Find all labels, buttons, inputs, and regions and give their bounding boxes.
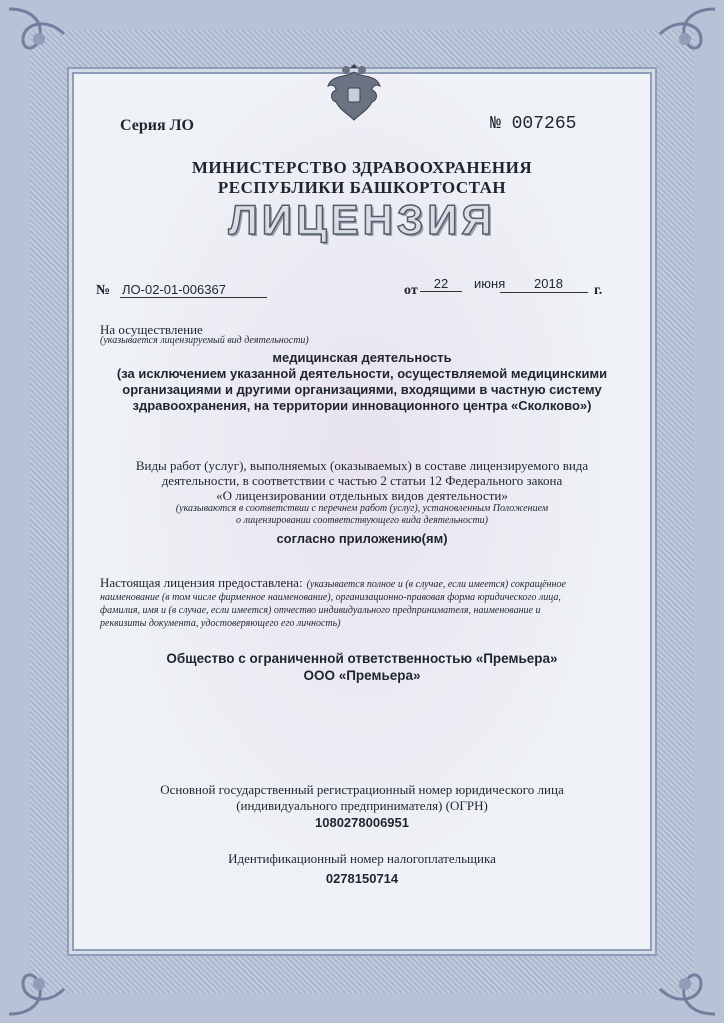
document-title: ЛИЦЕНЗИЯ	[228, 196, 496, 243]
license-day: 22	[420, 276, 462, 292]
form-number-value: 007265	[511, 114, 577, 134]
granted-hint-1: (указывается полное и (в случае, если имеется) сокращённое	[306, 579, 566, 590]
activity-line-3: организациями и другими организациями, входящими в частную систему	[122, 382, 602, 397]
license-year: 2018	[534, 276, 563, 291]
form-number-prefix: №	[490, 114, 501, 134]
inn-label: Идентификационный номер налогоплательщика	[228, 851, 496, 866]
corner-ornament-icon	[650, 949, 720, 1019]
ogrn-label	[0, 782, 724, 814]
ministry-line-2: РЕСПУБЛИКИ БАШКОРТОСТАН	[217, 178, 507, 197]
activity-line-2: (за исключением указанной деятельности, осуществляемой медицинскими	[116, 366, 608, 381]
activity-hint: (указывается лицензируемый вид деятельности)	[100, 335, 309, 346]
works-value: согласно приложению(ям)	[276, 531, 448, 546]
works-hint-1: (указываются в соответствии с перечнем работ (услуг), установленным Положением	[175, 503, 549, 514]
works-line-1: Виды работ (услуг), выполняемых (оказываемых) в составе лицензируемого вида	[135, 458, 589, 473]
ministry-line-1: МИНИСТЕРСТВО ЗДРАВООХРАНЕНИЯ	[191, 158, 533, 177]
activity-description	[0, 350, 724, 414]
works-line-3: «О лицензировании отдельных видов деятельности»	[216, 488, 508, 503]
series-label: Серия ЛО	[120, 117, 194, 134]
licensee-name	[0, 650, 724, 684]
granted-hint-2: наименование (в том числе фирменное наименование), организационно-правовая форма юридического лица,	[100, 592, 561, 603]
form-number	[490, 114, 576, 134]
works-label	[0, 458, 724, 503]
works-line-2: деятельности, в соответствии с частью 2 статьи 12 Федерального закона	[161, 473, 563, 488]
corner-ornament-icon	[4, 4, 74, 74]
ministry-name	[0, 158, 724, 198]
works-hint	[0, 503, 724, 527]
inn-value: 0278150714	[325, 871, 399, 886]
works-hint-2: о лицензировании соответствующего вида деятельности)	[236, 515, 488, 526]
ogrn-label-1: Основной государственный регистрационный номер юридического лица	[160, 782, 564, 797]
year-suffix: г.	[594, 283, 603, 298]
year-underline	[500, 292, 588, 293]
date-from-label: от	[404, 283, 418, 298]
license-month: июня	[474, 276, 506, 291]
activity-label: На осуществление	[100, 322, 203, 337]
granted-hint-4: реквизиты документа, удостоверяющего его личность)	[100, 618, 341, 629]
coat-of-arms-icon	[322, 64, 386, 126]
ogrn-value: 1080278006951	[315, 815, 409, 830]
corner-ornament-icon	[650, 4, 720, 74]
corner-ornament-icon	[4, 949, 74, 1019]
ogrn-label-2: (индивидуального предпринимателя) (ОГРН)	[236, 798, 488, 813]
license-number: ЛО-02-01-006367	[120, 282, 267, 298]
activity-line-1: медицинская деятельность	[272, 350, 452, 365]
granted-label: Настоящая лицензия предоставлена:	[100, 575, 303, 590]
granted-block	[100, 576, 620, 630]
licensee-short-name: ООО «Премьера»	[303, 668, 421, 683]
granted-hint-3: фамилия, имя и (в случае, если имеется) отчество индивидуального предпринимателя, наименование и	[100, 605, 541, 616]
activity-line-4: здравоохранения, на территории инновационного центра «Сколково»)	[132, 398, 592, 413]
licensee-full-name: Общество с ограниченной ответственностью «Премьера»	[166, 651, 558, 666]
license-number-prefix: №	[96, 283, 111, 298]
